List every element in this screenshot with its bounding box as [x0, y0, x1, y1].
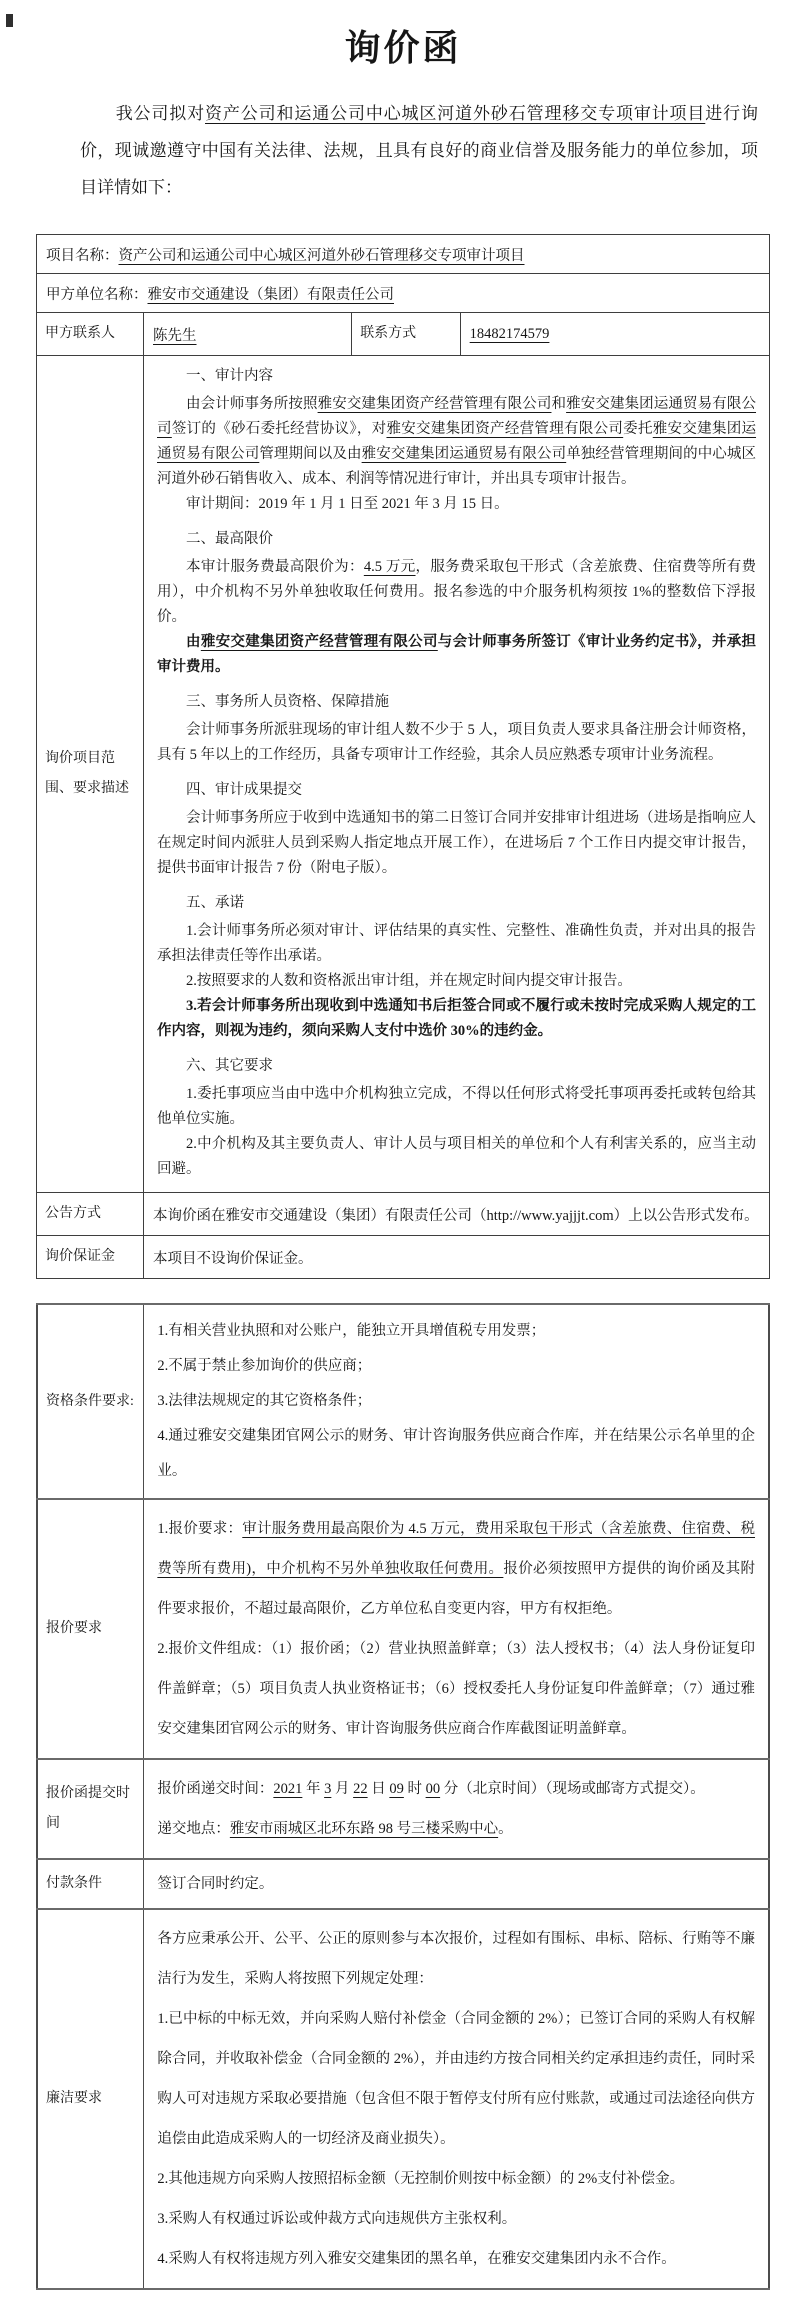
- project-info-table: [36, 234, 770, 1279]
- intro-paragraph: 我公司拟对资产公司和运通公司中心城区河道外砂石管理移交专项审计项目进行询价，现诚邀遵守中国有关法律、法规，且具有良好的商业信誉及服务能力的单位参加，项目详情如下：: [80, 104, 759, 197]
- scope-label: 询价项目范围、要求描述: [37, 356, 144, 1193]
- contact-name: 陈先生: [144, 313, 352, 356]
- deposit-row: [37, 1236, 770, 1279]
- scope-content: 一、审计内容 由会计师事务所按照雅安交建集团资产经营管理有限公司和雅安交建集团运通贸易有限公司签订的《砂石委托经营协议》，对雅安交建集团资产经营管理有限公司委托雅安交建集团运通贸易有限公司管理期间以及由雅安交建集团运通贸易有限公司单独经营管理期间的中心城区河道外砂石销售收入、成本、利润等情况进行审计，并出具专项审计报告。 审计期间：2019 年 1 月 1 日至 2021 年 3 月 15 日。 二、最高限价 本审计服务费最高限价为：4.5 万元，服务费采取包干形式（含差旅费、住宿费等所有费用），中介机构不另外单独收取任何费用。报名参选的中介服务机构须按 1%的整数倍下浮报价。 由雅安交建集团资产经营管理有限公司与会计师事务所签订《审计业务约定书》，并承担审计费用。 三、事务所人员资格、保障措施 会计师事务所派驻现场的审计组人数不少于 5 人，项目负责人要求具备注册会计师资格，具有 5 年以上的工作经历，具备专项审计工作经验，其余人员应熟悉专项审计业务流程。 四、审计成果提交 会计师事务所应于收到中选通知书的第二日签订合同并安排审计组进场（进场是指响应人在规定时间内派驻人员到采购人指定地点开展工作），在进场后 7 个工作日内提交审计报告，提供书面审计报告 7 份（附电子版）。 五、承诺 1.会计师事务所必须对审计、评估结果的真实性、完整性、准确性负责，并对出具的报告承担法律责任等作出承诺。 2.按照要求的人数和资格派出审计组，并在规定时间内提交审计报告。 3.若会计师事务所出现收到中选通知书后拒签合同或不履行或未按时完成采购人规定的工作内容，则视为违约，须向采购人支付中选价 30%的违约金。 六、其它要求 1.委托事项应当由中选中介机构独立完成，不得以任何形式将受托事项再委托或转包给其他单位实施。 2.中介机构及其主要负责人、审计人员与项目相关的单位和个人有利害关系的，应当主动回避。: [144, 356, 770, 1193]
- announcement-label: 公告方式: [37, 1193, 144, 1236]
- announcement-row: [37, 1193, 770, 1236]
- deposit-label: 询价保证金: [37, 1236, 144, 1279]
- payment-terms-label: 付款条件: [37, 1859, 144, 1909]
- page-title: 询价函: [344, 28, 462, 68]
- payment-terms-content: 签订合同时约定。: [144, 1859, 769, 1909]
- phone-label: 联系方式: [352, 313, 460, 356]
- submission-time-label: 报价函提交时间: [37, 1759, 144, 1859]
- integrity-requirements-label: 廉洁要求: [37, 1909, 144, 2289]
- scope-row: [37, 356, 770, 1193]
- announcement-content: 本询价函在雅安市交通建设（集团）有限责任公司（http://www.yajjjt.com）上以公告形式发布。: [144, 1193, 770, 1236]
- party-name-cell: 甲方单位名称：雅安市交通建设（集团）有限责任公司: [37, 274, 770, 313]
- requirements-table: [36, 1303, 770, 2290]
- quotation-requirements-label: 报价要求: [37, 1499, 144, 1759]
- qualification-content: 1.有相关营业执照和对公账户，能独立开具增值税专用发票； 2.不属于禁止参加询价的供应商； 3.法律法规规定的其它资格条件； 4.通过雅安交建集团官网公示的财务、审计咨询服务供应商合作库，并在结果公示名单里的企业。: [144, 1304, 769, 1499]
- quotation-requirements-row: [37, 1499, 769, 1759]
- submission-time-row: [37, 1759, 769, 1859]
- project-name-cell: 项目名称：资产公司和运通公司中心城区河道外砂石管理移交专项审计项目: [37, 235, 770, 274]
- contact-row: [37, 313, 770, 356]
- qualification-label: 资格条件要求:: [37, 1304, 144, 1499]
- party-name-row: [37, 274, 770, 313]
- contact-label: 甲方联系人: [37, 313, 144, 356]
- quotation-requirements-content: 1.报价要求：审计服务费用最高限价为 4.5 万元，费用采取包干形式（含差旅费、住宿费、税费等所有费用)，中介机构不另外单独收取任何费用。报价必须按照甲方提供的询价函及其附件要求报价，不超过最高限价，乙方单位私自变更内容，甲方有权拒绝。 2.报价文件组成：（1）报价函；（2）营业执照盖鲜章；（3）法人授权书；（4）法人身份证复印件盖鲜章；（5）项目负责人执业资格证书；（6）授权委托人身份证复印件盖鲜章；（7）通过雅安交建集团官网公示的财务、审计咨询服务供应商合作库截图证明盖鲜章。: [144, 1499, 769, 1759]
- integrity-requirements-content: 各方应秉承公开、公平、公正的原则参与本次报价，过程如有围标、串标、陪标、行贿等不廉洁行为发生，采购人将按照下列规定处理： 1.已中标的中标无效，并向采购人赔付补偿金（合同金额的 2%）；已签订合同的采购人有权解除合同，并收取补偿金（合同金额的 2%），并由违约方按合同相关约定承担违约责任，同时采购人可对违规方采取必要措施（包含但不限于暂停支付所有应付账款，或通过司法途径向供方追偿由此造成采购人的一切经济及商业损失）。 2.其他违规方向采购人按照招标金额（无控制价则按中标金额）的 2%支付补偿金。 3.采购人有权通过诉讼或仲裁方式向违规供方主张权利。 4.采购人有权将违规方列入雅安交建集团的黑名单，在雅安交建集团内永不合作。: [144, 1909, 769, 2289]
- payment-terms-row: [37, 1859, 769, 1909]
- integrity-requirements-row: [37, 1909, 769, 2289]
- submission-time-content: 报价函递交时间：2021 年 3 月 22 日 09 时 00 分（北京时间）（现场或邮寄方式提交）。 递交地点：雅安市雨城区北环东路 98 号三楼采购中心。: [144, 1759, 769, 1859]
- qualification-row: [37, 1304, 769, 1499]
- deposit-content: 本项目不设询价保证金。: [144, 1236, 770, 1279]
- project-name-row: [37, 235, 770, 274]
- phone-number: 18482174579: [460, 313, 769, 356]
- scan-artifact: [6, 14, 13, 27]
